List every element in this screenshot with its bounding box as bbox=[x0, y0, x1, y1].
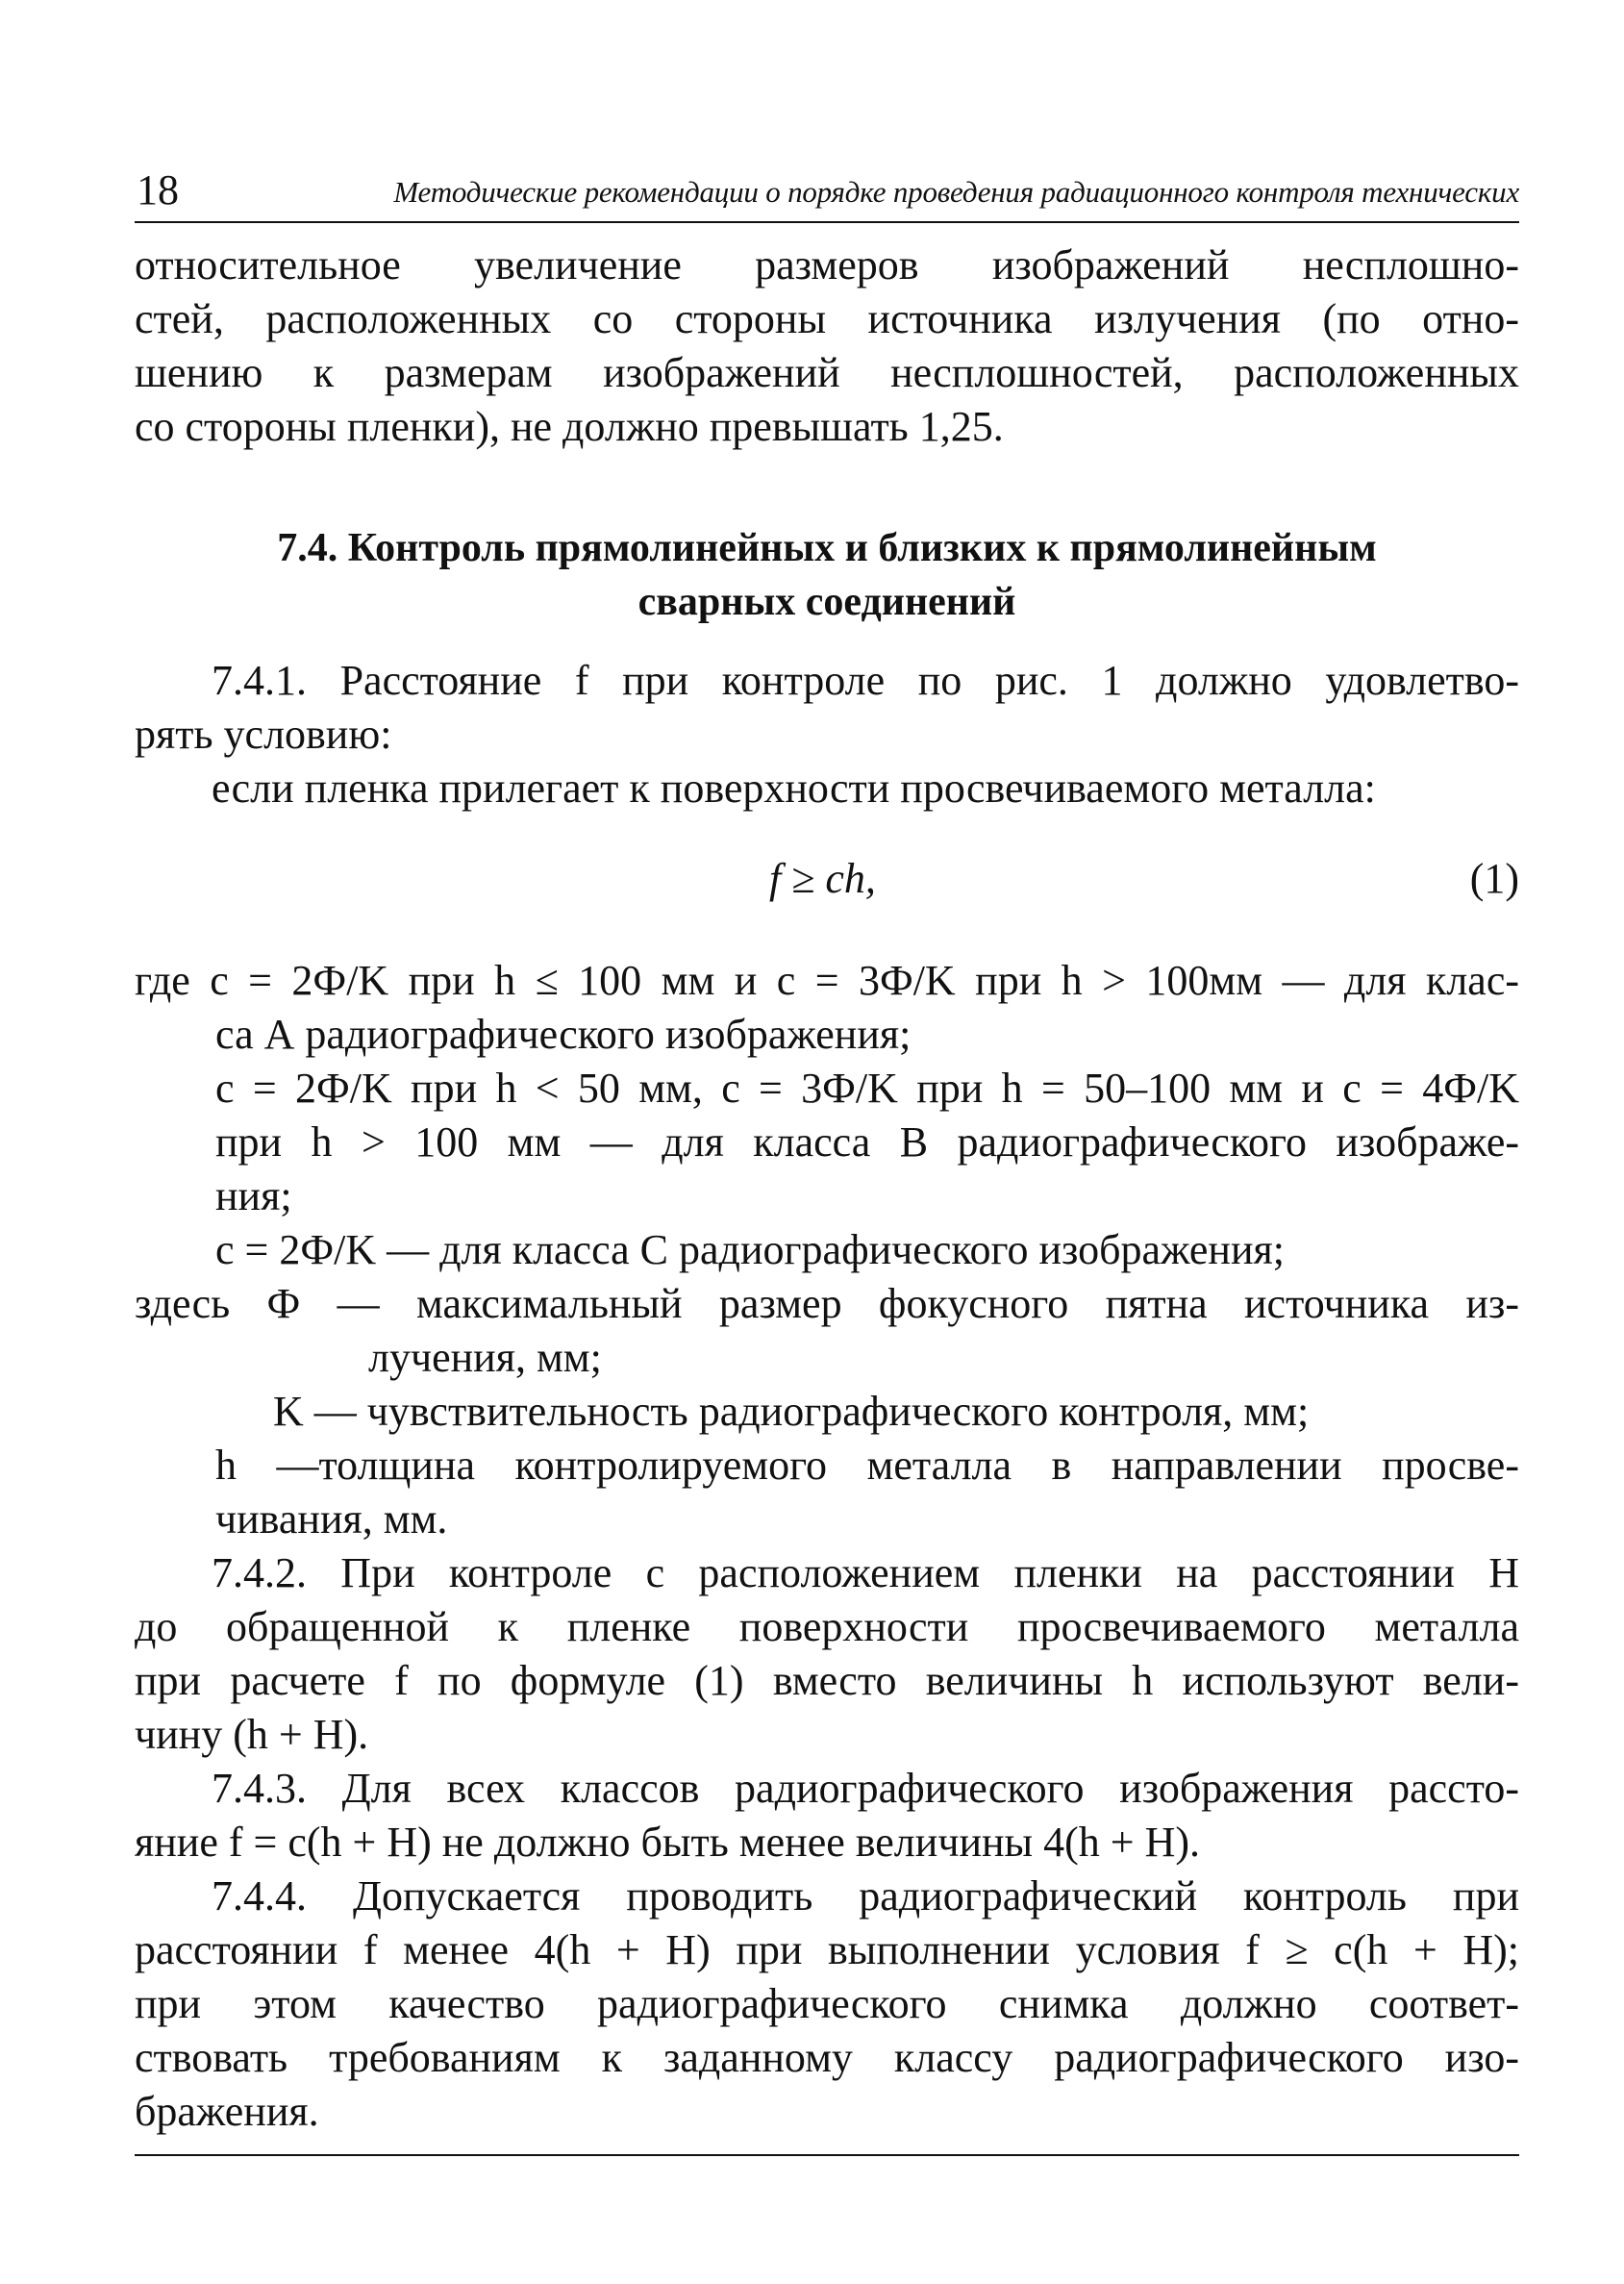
text-line: чину (h + H). bbox=[135, 1711, 369, 1758]
section-heading-line: сварных соединений bbox=[637, 580, 1016, 624]
text-line: при расчете f по формуле (1) вместо величины h используют вели- bbox=[135, 1657, 1519, 1704]
text-line: ствовать требованиям к заданному классу радиографического изо- bbox=[135, 2034, 1519, 2081]
text-line: шению к размерам изображений несплошностей, расположенных bbox=[135, 349, 1519, 396]
text-line: яние f = c(h + H) не должно быть менее величины 4(h + H). bbox=[135, 1819, 1200, 1866]
text-line: стей, расположенных со стороны источника излучения (по отно- bbox=[135, 295, 1519, 342]
running-title: Методические рекомендации о порядке проведения радиационного контроля технических bbox=[393, 175, 1519, 209]
section-heading-line: 7.4. Контроль прямолинейных и близких к прямолинейным bbox=[277, 526, 1377, 570]
text-line: чивания, мм. bbox=[215, 1495, 448, 1543]
formula: f ≥ ch, bbox=[769, 855, 876, 902]
text-line: лучения, мм; bbox=[368, 1334, 602, 1381]
text-line: бражения. bbox=[135, 2088, 319, 2135]
text-line: K — чувствительность радиографического контроля, мм; bbox=[273, 1388, 1310, 1435]
text-line: расстоянии f менее 4(h + H) при выполнении условия f ≥ c(h + H); bbox=[135, 1926, 1519, 1973]
text-line: са А радиографического изображения; bbox=[215, 1011, 912, 1058]
header-rule bbox=[135, 221, 1519, 223]
text-line: рять условию: bbox=[135, 711, 392, 758]
text-line: 7.4.3. Для всех классов радиографического изображения рассто- bbox=[212, 1765, 1519, 1812]
text-line: h —толщина контролируемого металла в направлении просве- bbox=[215, 1442, 1519, 1489]
footer-rule bbox=[135, 2154, 1519, 2156]
text-line: при этом качество радиографического снимка должно соответ- bbox=[135, 1980, 1519, 2027]
text-line: относительное увеличение размеров изображений несплошно- bbox=[135, 241, 1519, 289]
text-line: где c = 2Ф/K при h ≤ 100 мм и c = 3Ф/K при h > 100мм — для клас- bbox=[135, 957, 1519, 1004]
text-line: при h > 100 мм — для класса В радиографического изображе- bbox=[215, 1118, 1519, 1166]
text-line: 7.4.4. Допускается проводить радиографический контроль при bbox=[212, 1872, 1519, 1920]
text-line: до обращенной к пленке поверхности просвечиваемого металла bbox=[135, 1603, 1519, 1650]
text-line: 7.4.1. Расстояние f при контроле по рис. 1 должно удовлетво- bbox=[212, 657, 1519, 704]
text-line: если пленка прилегает к поверхности просвечиваемого металла: bbox=[212, 765, 1376, 812]
section-heading bbox=[135, 521, 1519, 629]
running-header bbox=[135, 163, 1519, 223]
page-number: 18 bbox=[137, 166, 179, 213]
text-line: ния; bbox=[215, 1172, 292, 1219]
text-line: c = 2Ф/K — для класса С радиографического изображения; bbox=[215, 1226, 1285, 1273]
text-line: 7.4.2. При контроле с расположением пленки на расстоянии H bbox=[212, 1549, 1519, 1596]
text-line: c = 2Ф/K при h < 50 мм, c = 3Ф/K при h = 50–100 мм и c = 4Ф/K bbox=[215, 1065, 1519, 1112]
formula-number: (1) bbox=[1469, 855, 1519, 902]
text-line: здесь Ф — максимальный размер фокусного пятна источника из- bbox=[135, 1280, 1519, 1327]
text-line: со стороны пленки), не должно превышать 1,25. bbox=[135, 403, 1004, 450]
